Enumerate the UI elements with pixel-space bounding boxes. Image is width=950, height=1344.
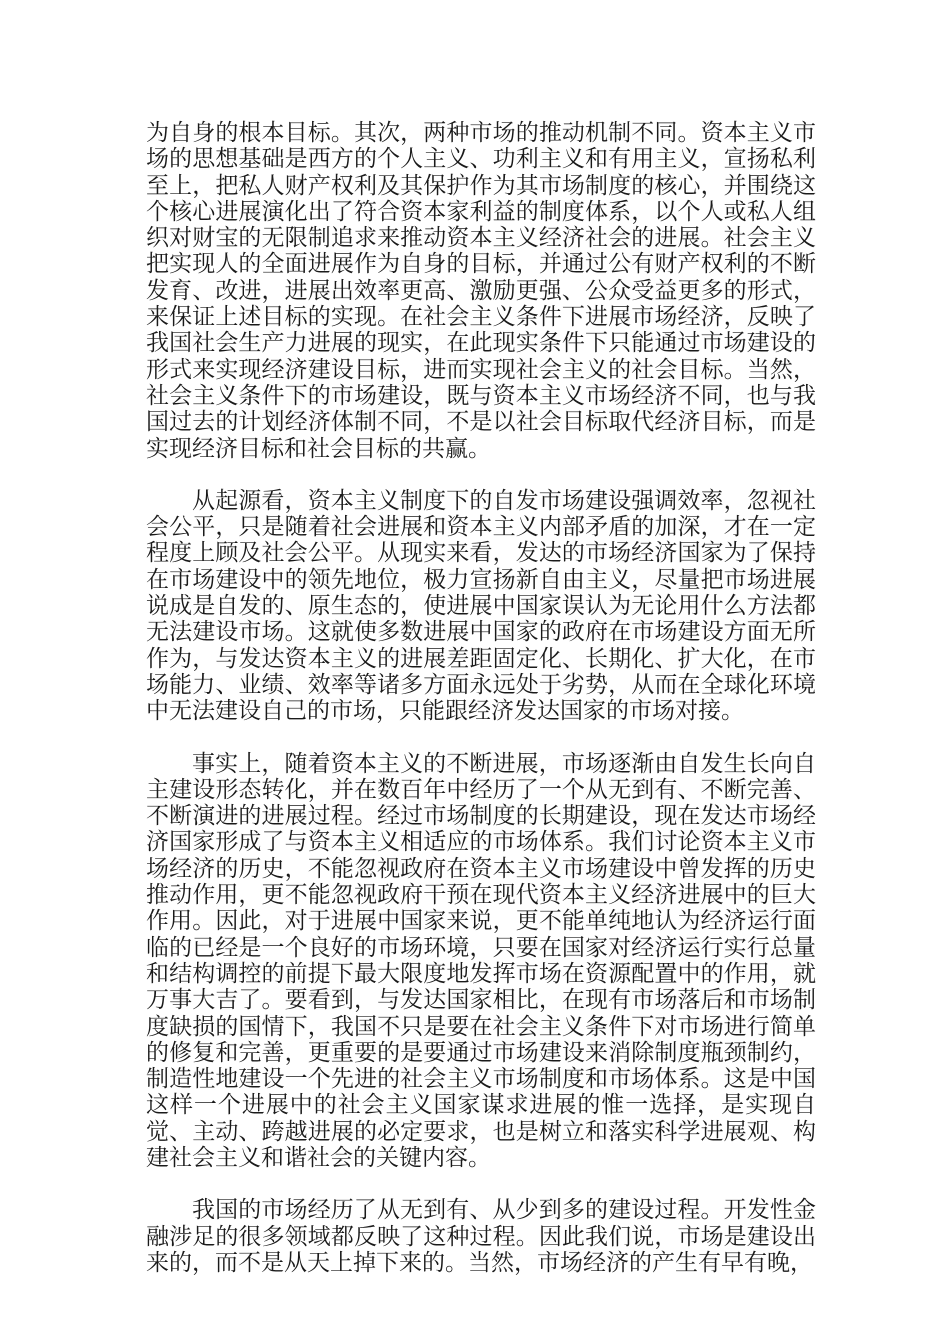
paragraph-2: 从起源看，资本主义制度下的自发市场建设强调效率，忽视社会公平，只是随着社会进展和资本主义内部矛盾的加深，才在一定程度上顾及社会公平。从现实来看，发达的市场经济国家为了保持在市场建设中的领先地位，极力宣扬新自由主义，尽量把市场进展说成是自发的、原生态的，使进展中国家误认为无论用什么方法都无法建设市场。这就使多数进展中国家的政府在市场建设方面无所作为，与发达资本主义的进展差距固定化、长期化、扩大化，在市场能力、业绩、效率等诸多方面永远处于劣势，从而在全球化环境中无法建设自己的市场，只能跟经济发达国家的市场对接。	[146, 487, 816, 725]
paragraph-3: 事实上，随着资本主义的不断进展，市场逐渐由自发生长向自主建设形态转化，并在数百年中经历了一个从无到有、不断完善、不断演进的进展过程。经过市场制度的长期建设，现在发达市场经济国家形成了与资本主义相适应的市场体系。我们讨论资本主义市场经济的历史，不能忽视政府在资本主义市场建设中曾发挥的历史推动作用，更不能忽视政府干预在现代资本主义经济进展中的巨大作用。因此，对于进展中国家来说，更不能单纯地认为经济运行面临的已经是一个良好的市场环境，只要在国家对经济运行实行总量和结构调控的前提下最大限度地发挥市场在资源配置中的作用，就万事大吉了。要看到，与发达国家相比，在现有市场落后和市场制度缺损的国情下，我国不只是要在社会主义条件下对市场进行简单的修复和完善，更重要的是要通过市场建设来消除制度瓶颈制约，制造性地建设一个先进的社会主义市场制度和市场体系。这是中国这样一个进展中的社会主义国家谋求进展的惟一选择，是实现自觉、主动、跨越进展的必定要求，也是树立和落实科学进展观、构建社会主义和谐社会的关键内容。	[146, 750, 816, 1171]
paragraph-4: 我国的市场经历了从无到有、从少到多的建设过程。开发性金融涉足的很多领域都反映了这种过程。因此我们说，市场是建设出来的，而不是从天上掉下来的。当然，市场经济的产生有早有晚，	[146, 1197, 816, 1276]
paragraph-1: 为自身的根本目标。其次，两种市场的推动机制不同。资本主义市场的思想基础是西方的个人主义、功利主义和有用主义，宣扬私利至上，把私人财产权利及其保护作为其市场制度的核心，并围绕这个核心进展演化出了符合资本家利益的制度体系，以个人或私人组织对财宝的无限制追求来推动资本主义经济社会的进展。社会主义把实现人的全面进展作为自身的目标，并通过公有财产权利的不断发育、改进，进展出效率更高、激励更强、公众受益更多的形式，来保证上述目标的实现。在社会主义条件下进展市场经济，反映了我国社会生产力进展的现实，在此现实条件下只能通过市场建设的形式来实现经济建设目标，进而实现社会主义的社会目标。当然，社会主义条件下的市场建设，既与资本主义市场经济不同，也与我国过去的计划经济体制不同，不是以社会目标取代经济目标，而是实现经济目标和社会目标的共赢。	[146, 120, 816, 462]
document-page	[146, 120, 816, 1302]
